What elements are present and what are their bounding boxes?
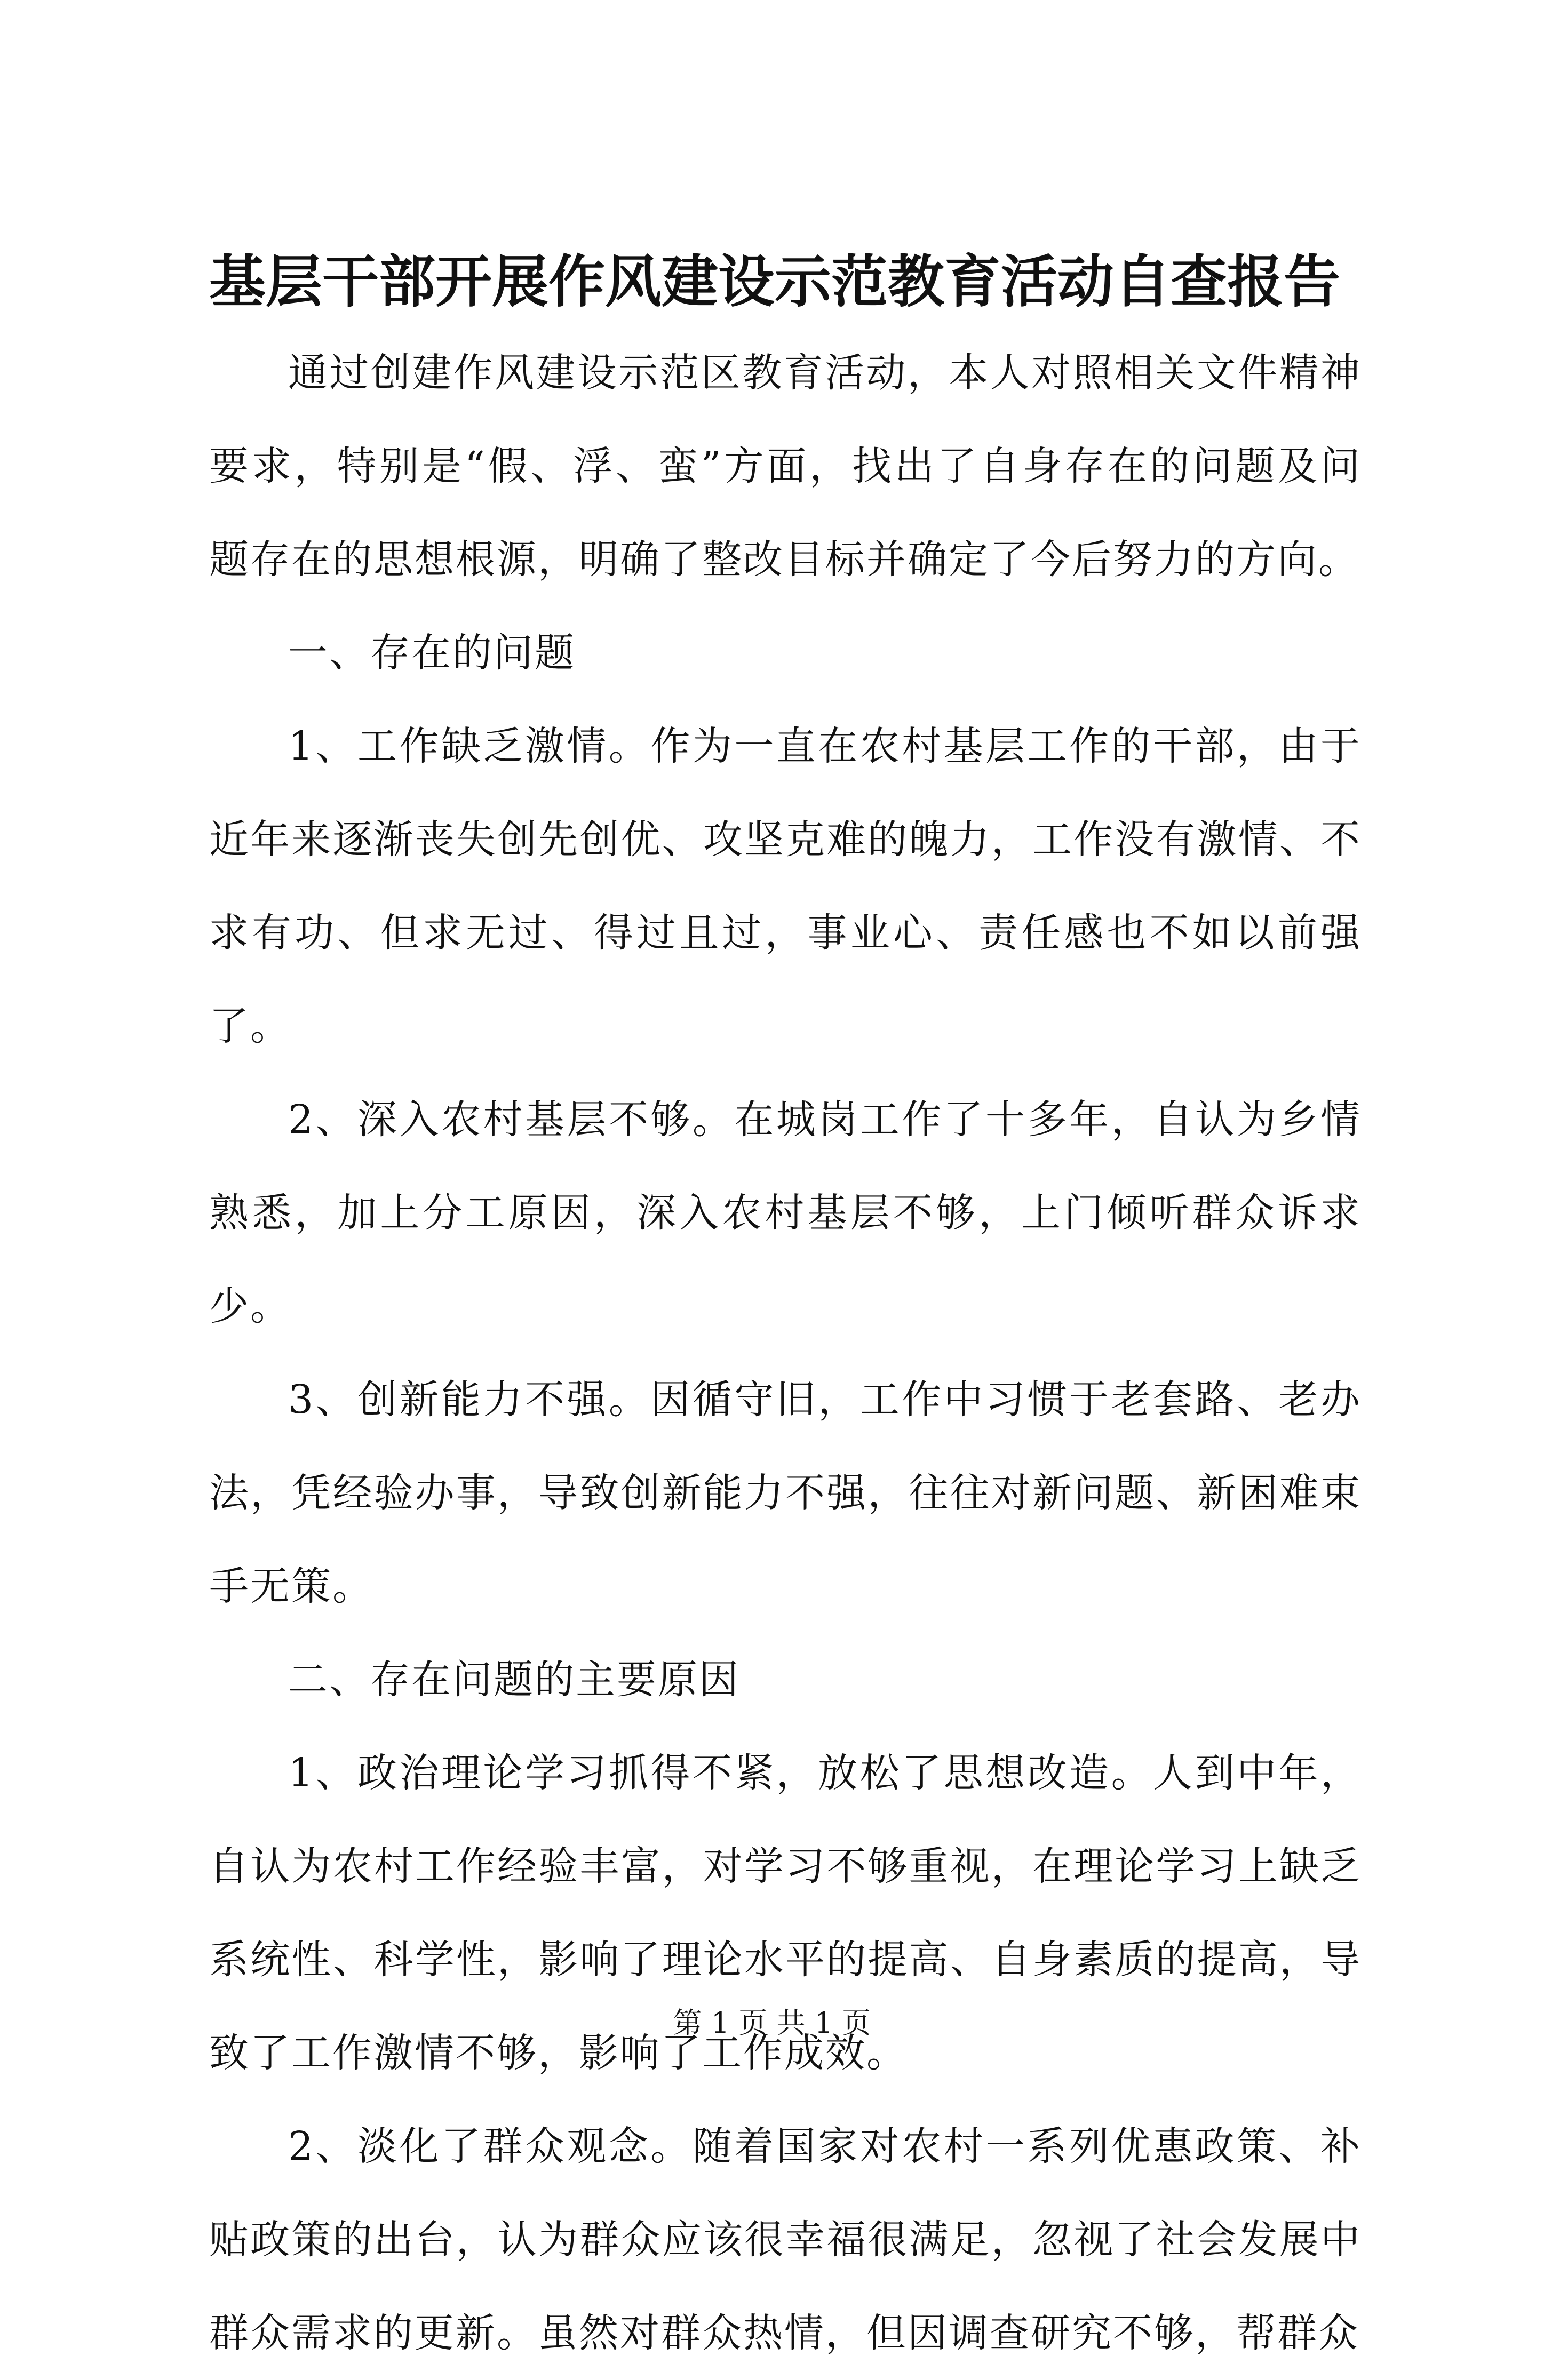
- document-body: [209, 326, 1362, 2380]
- problem-paragraph-2: 2、深入农村基层不够。在城岗工作了十多年，自认为乡情熟悉，加上分工原因，深入农村基层不够，上门倾听群众诉求少。: [209, 1097, 1362, 1329]
- page-number-footer: 第 1 页 共 1 页: [673, 2006, 871, 2040]
- problem-paragraph-3: 3、创新能力不强。因循守旧，工作中习惯于老套路、老办法，凭经验办事，导致创新能力不强，往往对新问题、新困难束手无策。: [209, 1377, 1362, 1609]
- section-heading-problems: 一、存在的问题: [288, 630, 576, 676]
- section-heading-causes: 二、存在问题的主要原因: [288, 1657, 740, 1703]
- cause-paragraph-2: 2、淡化了群众观念。随着国家对农村一系列优惠政策、补贴政策的出台，认为群众应该很幸福很满足，忽视了社会发展中群众需求的更新。虽然对群众热情，但因调查研究不够，帮群众: [209, 2123, 1362, 2356]
- intro-paragraph: 通过创建作风建设示范区教育活动，本人对照相关文件精神要求，特别是“假、浮、蛮”方面，找出了自身存在的问题及问题存在的思想根源，明确了整改目标并确定了今后努力的方向。: [209, 350, 1362, 582]
- document-title: 基层干部开展作风建设示范教育活动自查报告: [209, 248, 1340, 315]
- cause-paragraph-1: 1、政治理论学习抓得不紧，放松了思想改造。人到中年，自认为农村工作经验丰富，对学习不够重视，在理论学习上缺乏系统性、科学性，影响了理论水平的提高、自身素质的提高，导致了工作激情不够，影响了工作成效。: [209, 1750, 1362, 2076]
- problem-paragraph-1: 1、工作缺乏激情。作为一直在农村基层工作的干部，由于近年来逐渐丧失创先创优、攻坚克难的魄力，工作没有激情、不求有功、但求无过、得过且过，事业心、责任感也不如以前强了。: [209, 723, 1362, 1049]
